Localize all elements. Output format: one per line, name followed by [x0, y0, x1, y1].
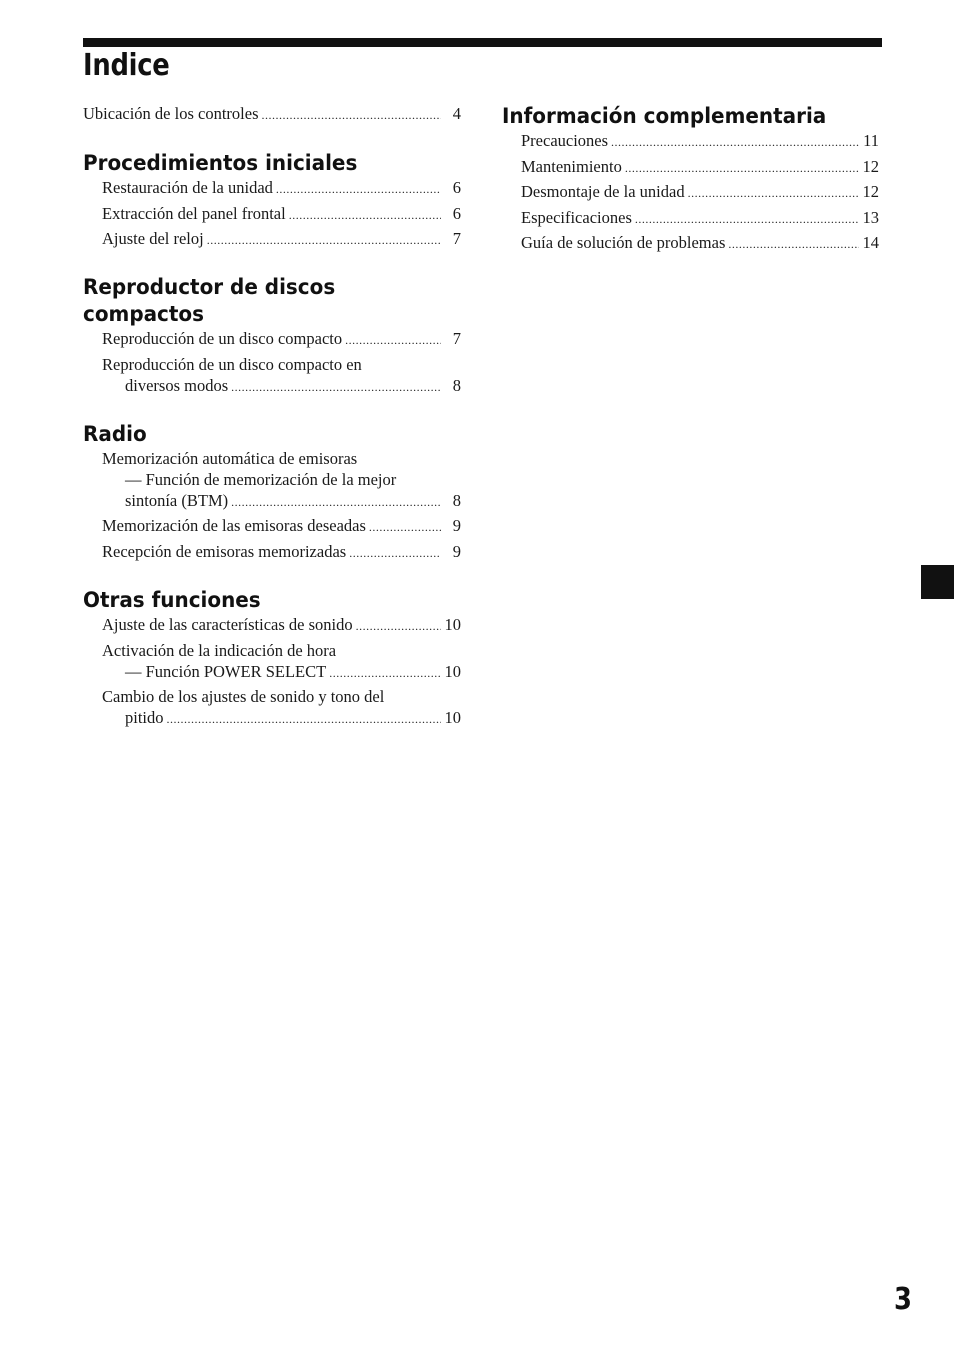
toc-page-number: 10: [444, 614, 461, 634]
page-number: 3: [894, 1282, 912, 1317]
toc-entry-text: Recepción de emisoras memorizadas: [102, 541, 347, 561]
toc-entry-text: — Función de memorización de la mejor: [125, 469, 397, 489]
leader-dots: [369, 517, 441, 538]
section-heading: Procedimientos iniciales: [83, 151, 358, 175]
section-heading-line: compactos: [83, 302, 205, 327]
leader-dots: [329, 663, 440, 684]
toc-page-number: 7: [452, 229, 461, 249]
section-reproductor: [83, 274, 461, 398]
toc-entry-text: Extracción del panel frontal: [102, 203, 286, 223]
leader-dots: [207, 230, 441, 251]
toc-page-number: 9: [452, 541, 461, 561]
toc-page-number: 4: [452, 104, 461, 123]
section-heading: [83, 274, 442, 328]
toc-page-number: 12: [862, 182, 879, 202]
section-heading: Radio: [83, 421, 147, 446]
section-heading: Otras funciones: [83, 587, 261, 612]
leader-dots: [356, 616, 441, 637]
leader-dots: [635, 209, 859, 230]
section-heading: Información complementaria: [502, 104, 827, 128]
leader-dots: [688, 183, 859, 204]
toc-entry[interactable]: [502, 181, 879, 204]
toc-entry-text: Ajuste del reloj: [102, 229, 204, 249]
toc-entry[interactable]: [502, 207, 879, 230]
right-column: [502, 103, 879, 258]
toc-entry[interactable]: [83, 614, 461, 637]
toc-entry[interactable]: [502, 130, 879, 153]
toc-page-number: 8: [452, 490, 461, 510]
section-tab-marker: [921, 565, 954, 599]
section-otras-funciones: [83, 587, 461, 730]
leader-dots: [231, 377, 441, 398]
toc-entry[interactable]: [83, 177, 461, 200]
toc-entry[interactable]: [83, 448, 461, 513]
toc-entry-text: pitido: [125, 708, 164, 728]
toc-entry[interactable]: [83, 515, 461, 538]
toc-entry[interactable]: [502, 156, 879, 179]
leader-dots: [345, 330, 441, 351]
leader-dots: [262, 105, 442, 126]
toc-entry[interactable]: [83, 354, 461, 398]
toc-entry[interactable]: [83, 640, 461, 684]
toc-entry[interactable]: [83, 203, 461, 226]
toc-entry[interactable]: [83, 328, 461, 351]
toc-entry-text: Ajuste de las características de sonido: [102, 614, 353, 634]
leader-dots: [231, 492, 441, 513]
toc-entry-ubicacion[interactable]: [83, 103, 461, 126]
toc-page-number: 9: [452, 516, 461, 536]
toc-entry-text: Guía de solución de problemas: [521, 233, 726, 253]
toc-entry-text: Ubicación de los controles: [83, 104, 259, 123]
leader-dots: [276, 179, 441, 200]
section-radio: [83, 421, 461, 564]
leader-dots: [289, 205, 441, 226]
toc-entry-text: Memorización de las emisoras deseadas: [102, 516, 366, 536]
toc-page-number: 8: [452, 375, 461, 395]
toc-entry-text: Cambio de los ajustes de sonido y tono del: [102, 687, 385, 707]
toc-entry-text: Especificaciones: [521, 207, 632, 227]
leader-dots: [728, 234, 858, 255]
toc-entry-text: — Función POWER SELECT: [125, 661, 327, 681]
left-column: [83, 103, 461, 733]
toc-entry[interactable]: [502, 232, 879, 255]
toc-page-number: 14: [862, 233, 879, 253]
toc-entry[interactable]: [83, 686, 461, 730]
leader-dots: [349, 543, 441, 564]
section-heading-line: Reproductor de discos: [83, 275, 336, 300]
intro-entries: [83, 103, 461, 126]
leader-dots: [611, 132, 859, 153]
section-procedimientos: [83, 150, 461, 251]
toc-entry[interactable]: [83, 541, 461, 564]
toc-page-number: 10: [444, 661, 461, 681]
toc-entry-text: Memorización automática de emisoras: [102, 448, 358, 468]
leader-dots: [625, 158, 859, 179]
section-informacion-complementaria: [502, 103, 879, 255]
toc-entry-text: diversos modos: [125, 375, 229, 395]
toc-page-number: 12: [862, 156, 879, 176]
toc-page-number: 6: [452, 178, 461, 197]
toc-entry-text: Restauración de la unidad: [102, 178, 273, 197]
toc-entry-text: sintonía (BTM): [125, 490, 229, 510]
toc-entry-text: Reproducción de un disco compacto en: [102, 354, 362, 374]
toc-page-number: 7: [452, 329, 461, 349]
toc-entry-text: Desmontaje de la unidad: [521, 182, 685, 202]
leader-dots: [167, 709, 441, 730]
toc-entry[interactable]: [83, 228, 461, 251]
page-title: Indice: [83, 48, 170, 83]
toc-entry-text: Precauciones: [521, 131, 609, 150]
toc-entry-text: Reproducción de un disco compacto: [102, 329, 343, 349]
toc-entry-text: Activación de la indicación de hora: [102, 640, 337, 660]
toc-page-number: 11: [863, 131, 879, 150]
toc-page-number: 6: [452, 203, 461, 223]
top-rule: [83, 38, 882, 47]
toc-entry-text: Mantenimiento: [521, 156, 622, 176]
toc-page-number: 13: [862, 207, 879, 227]
toc-page-number: 10: [444, 708, 461, 728]
